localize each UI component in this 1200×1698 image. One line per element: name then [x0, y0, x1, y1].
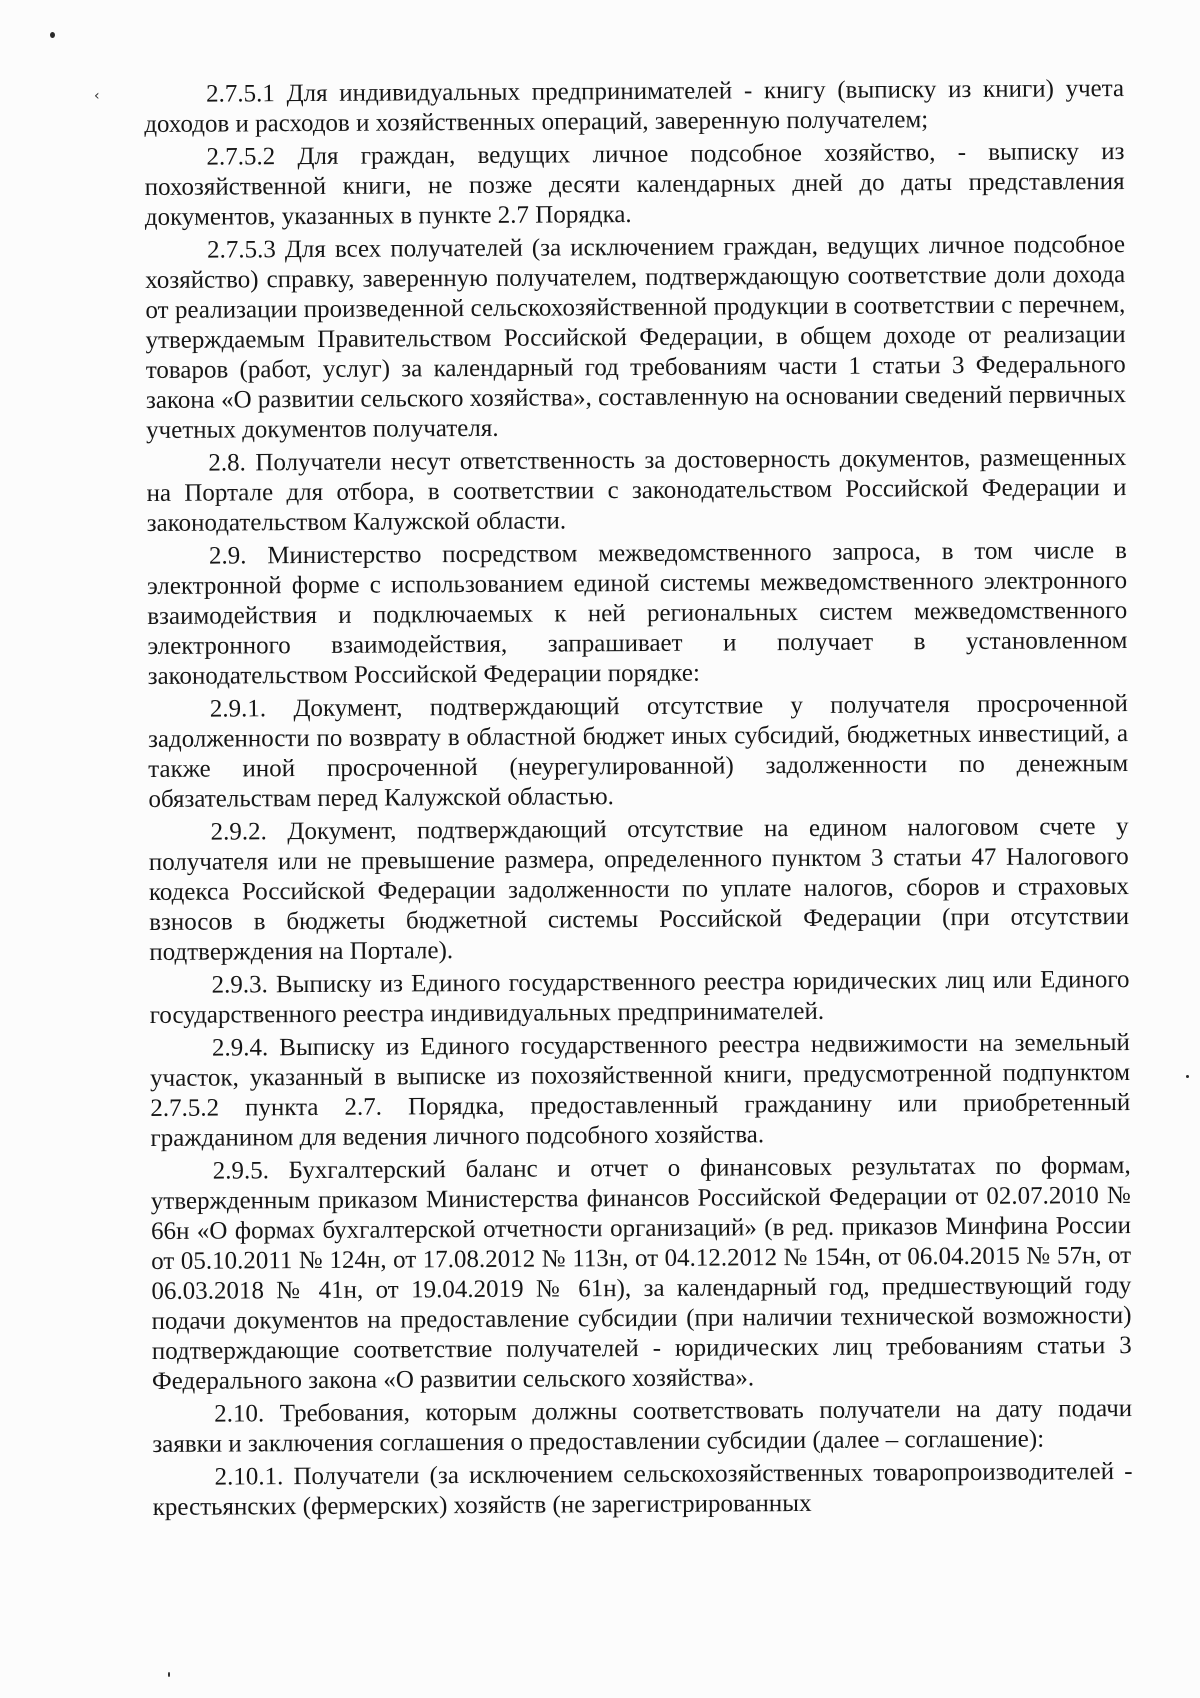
- paragraph-2-10: 2.10. Требования, которым должны соответствовать получатели на дату подачи заявки и заключения соглашения о предоставлении субсидии (далее – соглашение):: [152, 1394, 1133, 1458]
- scan-speck: [50, 32, 55, 38]
- document-body: [144, 74, 1133, 1526]
- scan-speck: [1186, 1075, 1189, 1078]
- paragraph-2-9-1: 2.9.1. Документ, подтверждающий отсутствие у получателя просроченной задолженности по возврату в областной бюджет иных субсидий, бюджетных инвестиций, а также иной просроченной (неурегулированной) задолженности по денежным обязательствам перед Калужской областью.: [147, 690, 1129, 813]
- paragraph-2-9-2: 2.9.2. Документ, подтверждающий отсутствие на едином налоговом счете у получателя или не превышение размера, определенного пунктом 3 статьи 47 Налогового кодекса Российской Федерации задолженности по уплате налогов, сборов и страховых взносов в бюджеты бюджетной системы Российской Федерации (при отсутствии подтверждения на Портале).: [148, 812, 1130, 966]
- paragraph-2-8: 2.8. Получатели несут ответственность за достоверность документов, размещенных на Портале для отбора, в соответствии с законодательством Российской Федерации и законодательством Калужской области.: [146, 444, 1127, 537]
- paragraph-2-7-5-1: 2.7.5.1 Для индивидуальных предпринимателей - книгу (выписку из книги) учета доходов и расходов и хозяйственных операций, заверенную получателем;: [144, 75, 1125, 138]
- paragraph-2-9-3: 2.9.3. Выписку из Единого государственного реестра юридических лиц или Единого государственного реестра индивидуальных предпринимателей.: [149, 965, 1130, 1029]
- paragraph-2-10-1: 2.10.1. Получатели (за исключением сельскохозяйственных товаропроизводителей - крестьянских (фермерских) хозяйств (не зарегистрированных: [152, 1457, 1133, 1521]
- paragraph-2-7-5-2: 2.7.5.2 Для граждан, ведущих личное подсобное хозяйство, - выписку из похозяйственной книги, не позже десяти календарных дней до даты представления документов, указанных в пункте 2.7 Порядка.: [144, 138, 1125, 231]
- paragraph-2-9: 2.9. Министерство посредством межведомственного запроса, в том числе в электронной форме с использованием единой системы межведомственного электронного взаимодействия и подключаемых к ней региональных систем межведомственного электронного взаимодействия, запрашивает и получает в установленном законодательством Российской Федерации порядке:: [147, 537, 1128, 690]
- paragraph-2-7-5-3: 2.7.5.3 Для всех получателей (за исключением граждан, ведущих личное подсобное хозяйство) справку, заверенную получателем, подтверждающую соответствие доли дохода от реализации произведенной сельскохозяйственной продукции в соответствии с перечнем, утверждаемым Правительством Российской Федерации, в общем доходе от реализации товаров (работ, услуг) за календарный год требованиям части 1 статьи 3 Федерального закона «О развитии сельского хозяйства», составленную на основании сведений первичных учетных документов получателя.: [145, 231, 1127, 444]
- scan-mark: ‹: [94, 88, 100, 104]
- paragraph-2-9-4: 2.9.4. Выписку из Единого государственного реестра недвижимости на земельный участок, указанный в выписке из похозяйственной книги, предусмотренной подпунктом 2.7.5.2 пункта 2.7. Порядка, предоставленный гражданину или приобретенный гражданином для ведения личного подсобного хозяйства.: [150, 1028, 1131, 1152]
- paragraph-2-9-5: 2.9.5. Бухгалтерский баланс и отчет о финансовых результатах по формам, утвержденным приказом Министерства финансов Российской Федерации от 02.07.2010 № 66н «О формах бухгалтерской отчетности организаций» (в ред. приказов Минфина России от 05.10.2011 № 124н, от 17.08.2012 № 113н, от 04.12.2012 № 154н, от 06.04.2015 № 57н, от 06.03.2018 № 41н, от 19.04.2019 № 61н), за календарный год, предшествующий году подачи документов на предоставление субсидии (при наличии технической возможности) подтверждающие соответствие получателей - юридических лиц требованиям статьи 3 Федерального закона «О развитии сельского хозяйства».: [150, 1151, 1132, 1395]
- scan-speck: [168, 1672, 170, 1677]
